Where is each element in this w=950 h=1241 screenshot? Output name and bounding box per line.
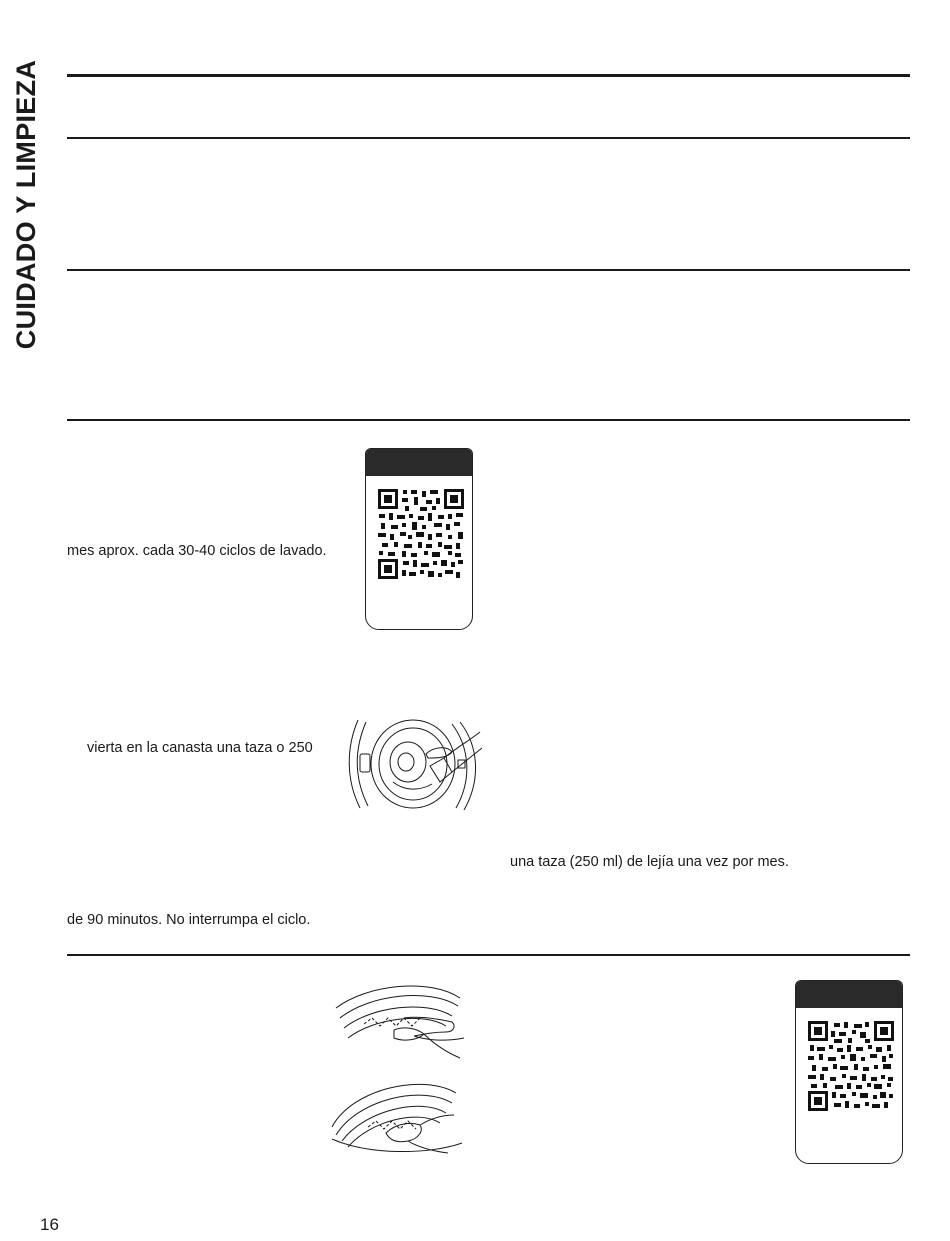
section-divider xyxy=(67,419,910,421)
door-gasket-wipe-illustration xyxy=(328,1075,464,1155)
qr-code-icon xyxy=(808,1021,894,1111)
door-gasket-wipe-illustration xyxy=(334,978,468,1064)
washer-drum-bleach-illustration xyxy=(348,718,482,810)
minutes-text: de 90 minutos. No interrumpa el ciclo. xyxy=(67,912,311,928)
section-divider xyxy=(67,954,910,956)
cup-bleach-text: una taza (250 ml) de lejía una vez por mes. xyxy=(510,854,789,870)
section-title-text: CUIDADO Y LIMPIEZA xyxy=(11,59,42,349)
monthly-cycles-text: mes aprox. cada 30-40 ciclos de lavado. xyxy=(67,543,327,559)
page-number: 16 xyxy=(40,1215,59,1234)
qr-code-icon xyxy=(378,489,464,579)
section-divider xyxy=(67,269,910,271)
section-divider xyxy=(67,74,910,77)
section-title-vertical xyxy=(4,34,50,374)
qr-card-header xyxy=(796,981,902,1008)
section-divider xyxy=(67,137,910,139)
qr-code-card[interactable] xyxy=(795,980,903,1164)
qr-code-card[interactable] xyxy=(365,448,473,630)
pour-cup-text: vierta en la canasta una taza o 250 xyxy=(87,740,313,756)
qr-card-header xyxy=(366,449,472,476)
